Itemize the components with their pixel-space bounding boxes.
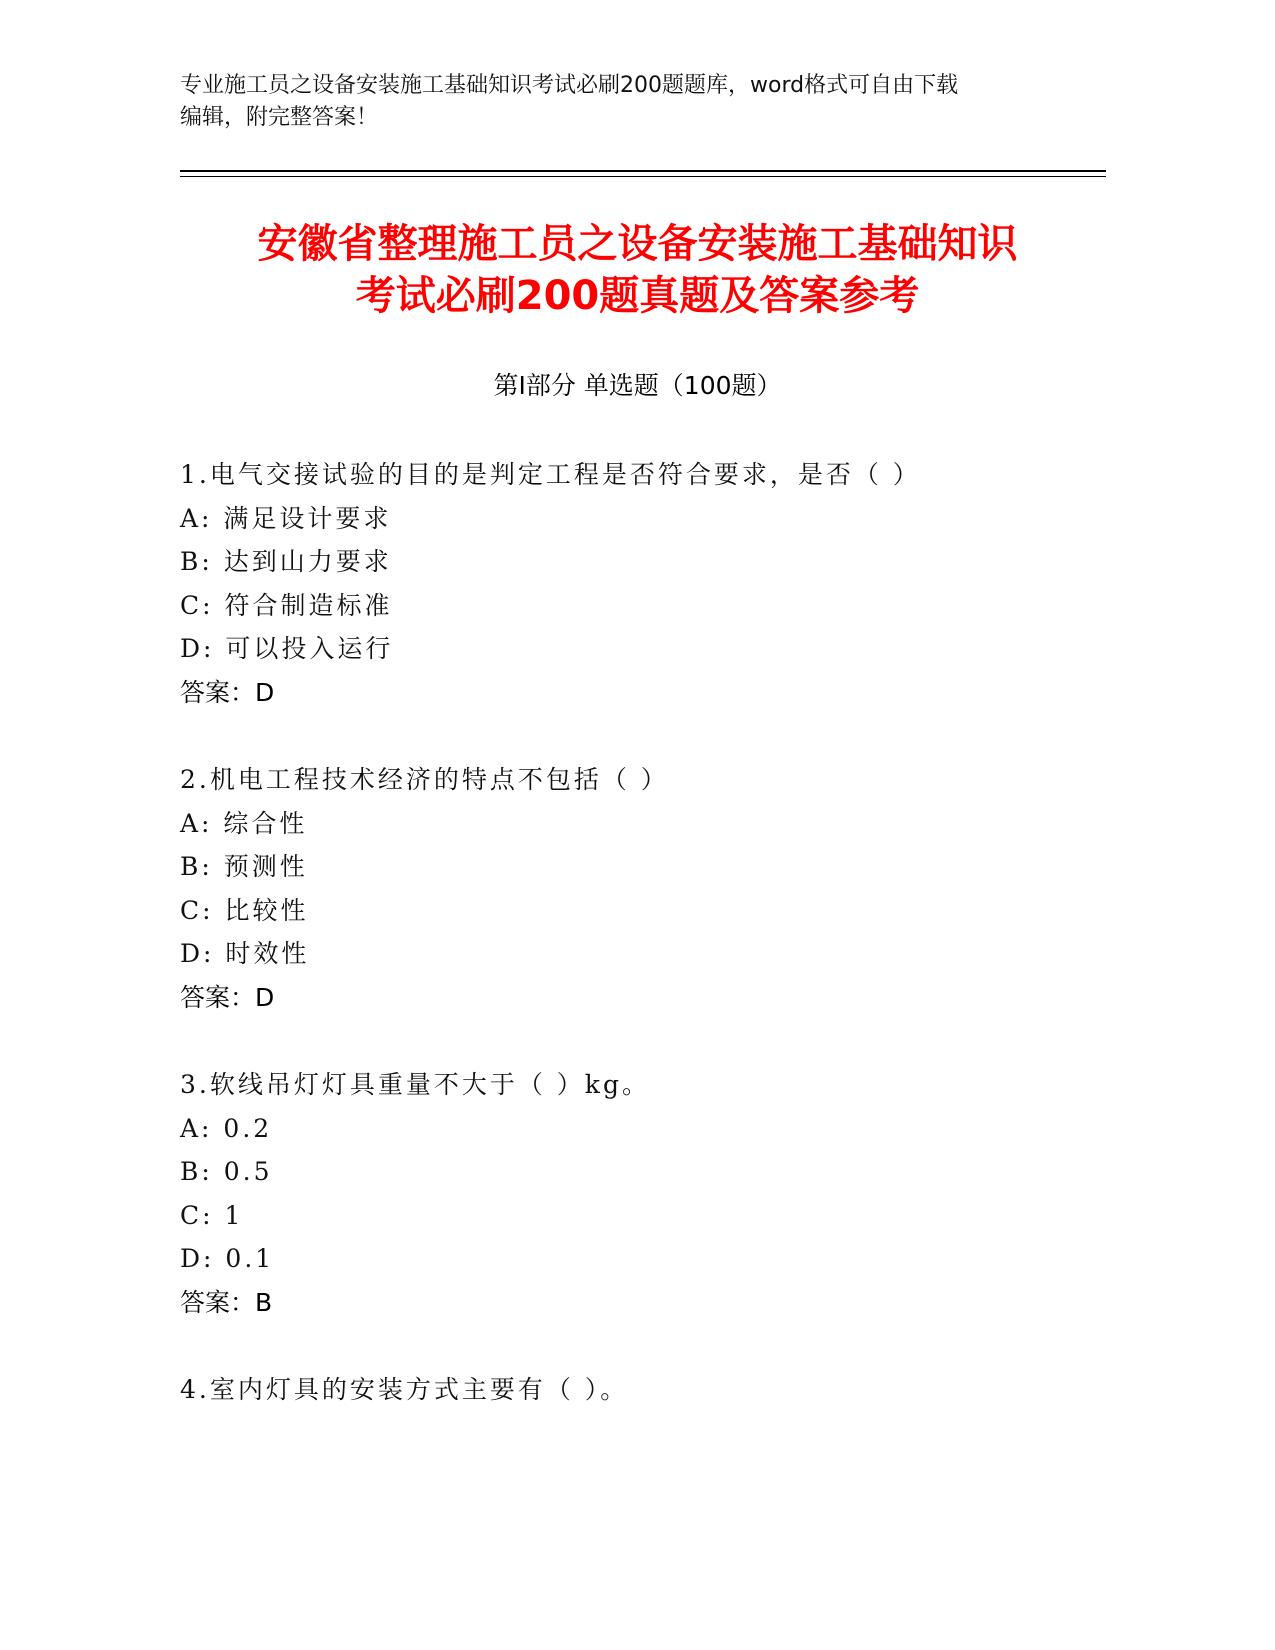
option-c: C: 比较性 xyxy=(180,895,309,925)
question-stem: 4.室内灯具的安装方式主要有（ ）。 xyxy=(180,1375,629,1404)
header-divider-thin xyxy=(180,176,1106,177)
question-2 xyxy=(180,763,1120,1025)
header-note xyxy=(180,70,1080,134)
question-stem: 2.机电工程技术经济的特点不包括（ ） xyxy=(180,765,669,794)
option-d: D: 可以投入运行 xyxy=(180,634,394,664)
question-4 xyxy=(180,1373,1120,1417)
question-1 xyxy=(180,458,1120,720)
section-heading: 第Ⅰ部分 单选题（100题） xyxy=(493,371,782,400)
option-c: C: 1 xyxy=(180,1200,244,1230)
option-b: B: 达到山力要求 xyxy=(180,547,392,577)
document-title-line-1: 安徽省整理施工员之设备安装施工基础知识 xyxy=(257,221,1018,267)
header-divider-thick xyxy=(180,170,1106,172)
question-3 xyxy=(180,1068,1120,1330)
option-a: A: 0.2 xyxy=(180,1113,273,1143)
option-a: A: 满足设计要求 xyxy=(180,503,392,533)
question-stem: 3.软线吊灯灯具重量不大于（ ）kg。 xyxy=(180,1070,650,1099)
header-note-line-2: 编辑，附完整答案！ xyxy=(180,105,379,130)
document-title-line-2: 考试必刷200题真题及答案参考 xyxy=(355,273,920,319)
answer-key: 答案：D xyxy=(180,677,275,707)
option-c: C: 符合制造标准 xyxy=(180,590,393,620)
header-note-line-1: 专业施工员之设备安装施工基础知识考试必刷200题题库，word格式可自由下载 xyxy=(180,73,959,98)
question-stem: 1.电气交接试验的目的是判定工程是否符合要求，是否（ ） xyxy=(180,460,921,489)
option-d: D: 时效性 xyxy=(180,939,310,969)
option-b: B: 预测性 xyxy=(180,852,308,882)
answer-key: 答案：B xyxy=(180,1287,273,1317)
answer-key: 答案：D xyxy=(180,982,275,1012)
option-a: A: 综合性 xyxy=(180,808,308,838)
option-d: D: 0.1 xyxy=(180,1244,275,1274)
document-title xyxy=(120,218,1155,322)
option-b: B: 0.5 xyxy=(180,1157,273,1187)
